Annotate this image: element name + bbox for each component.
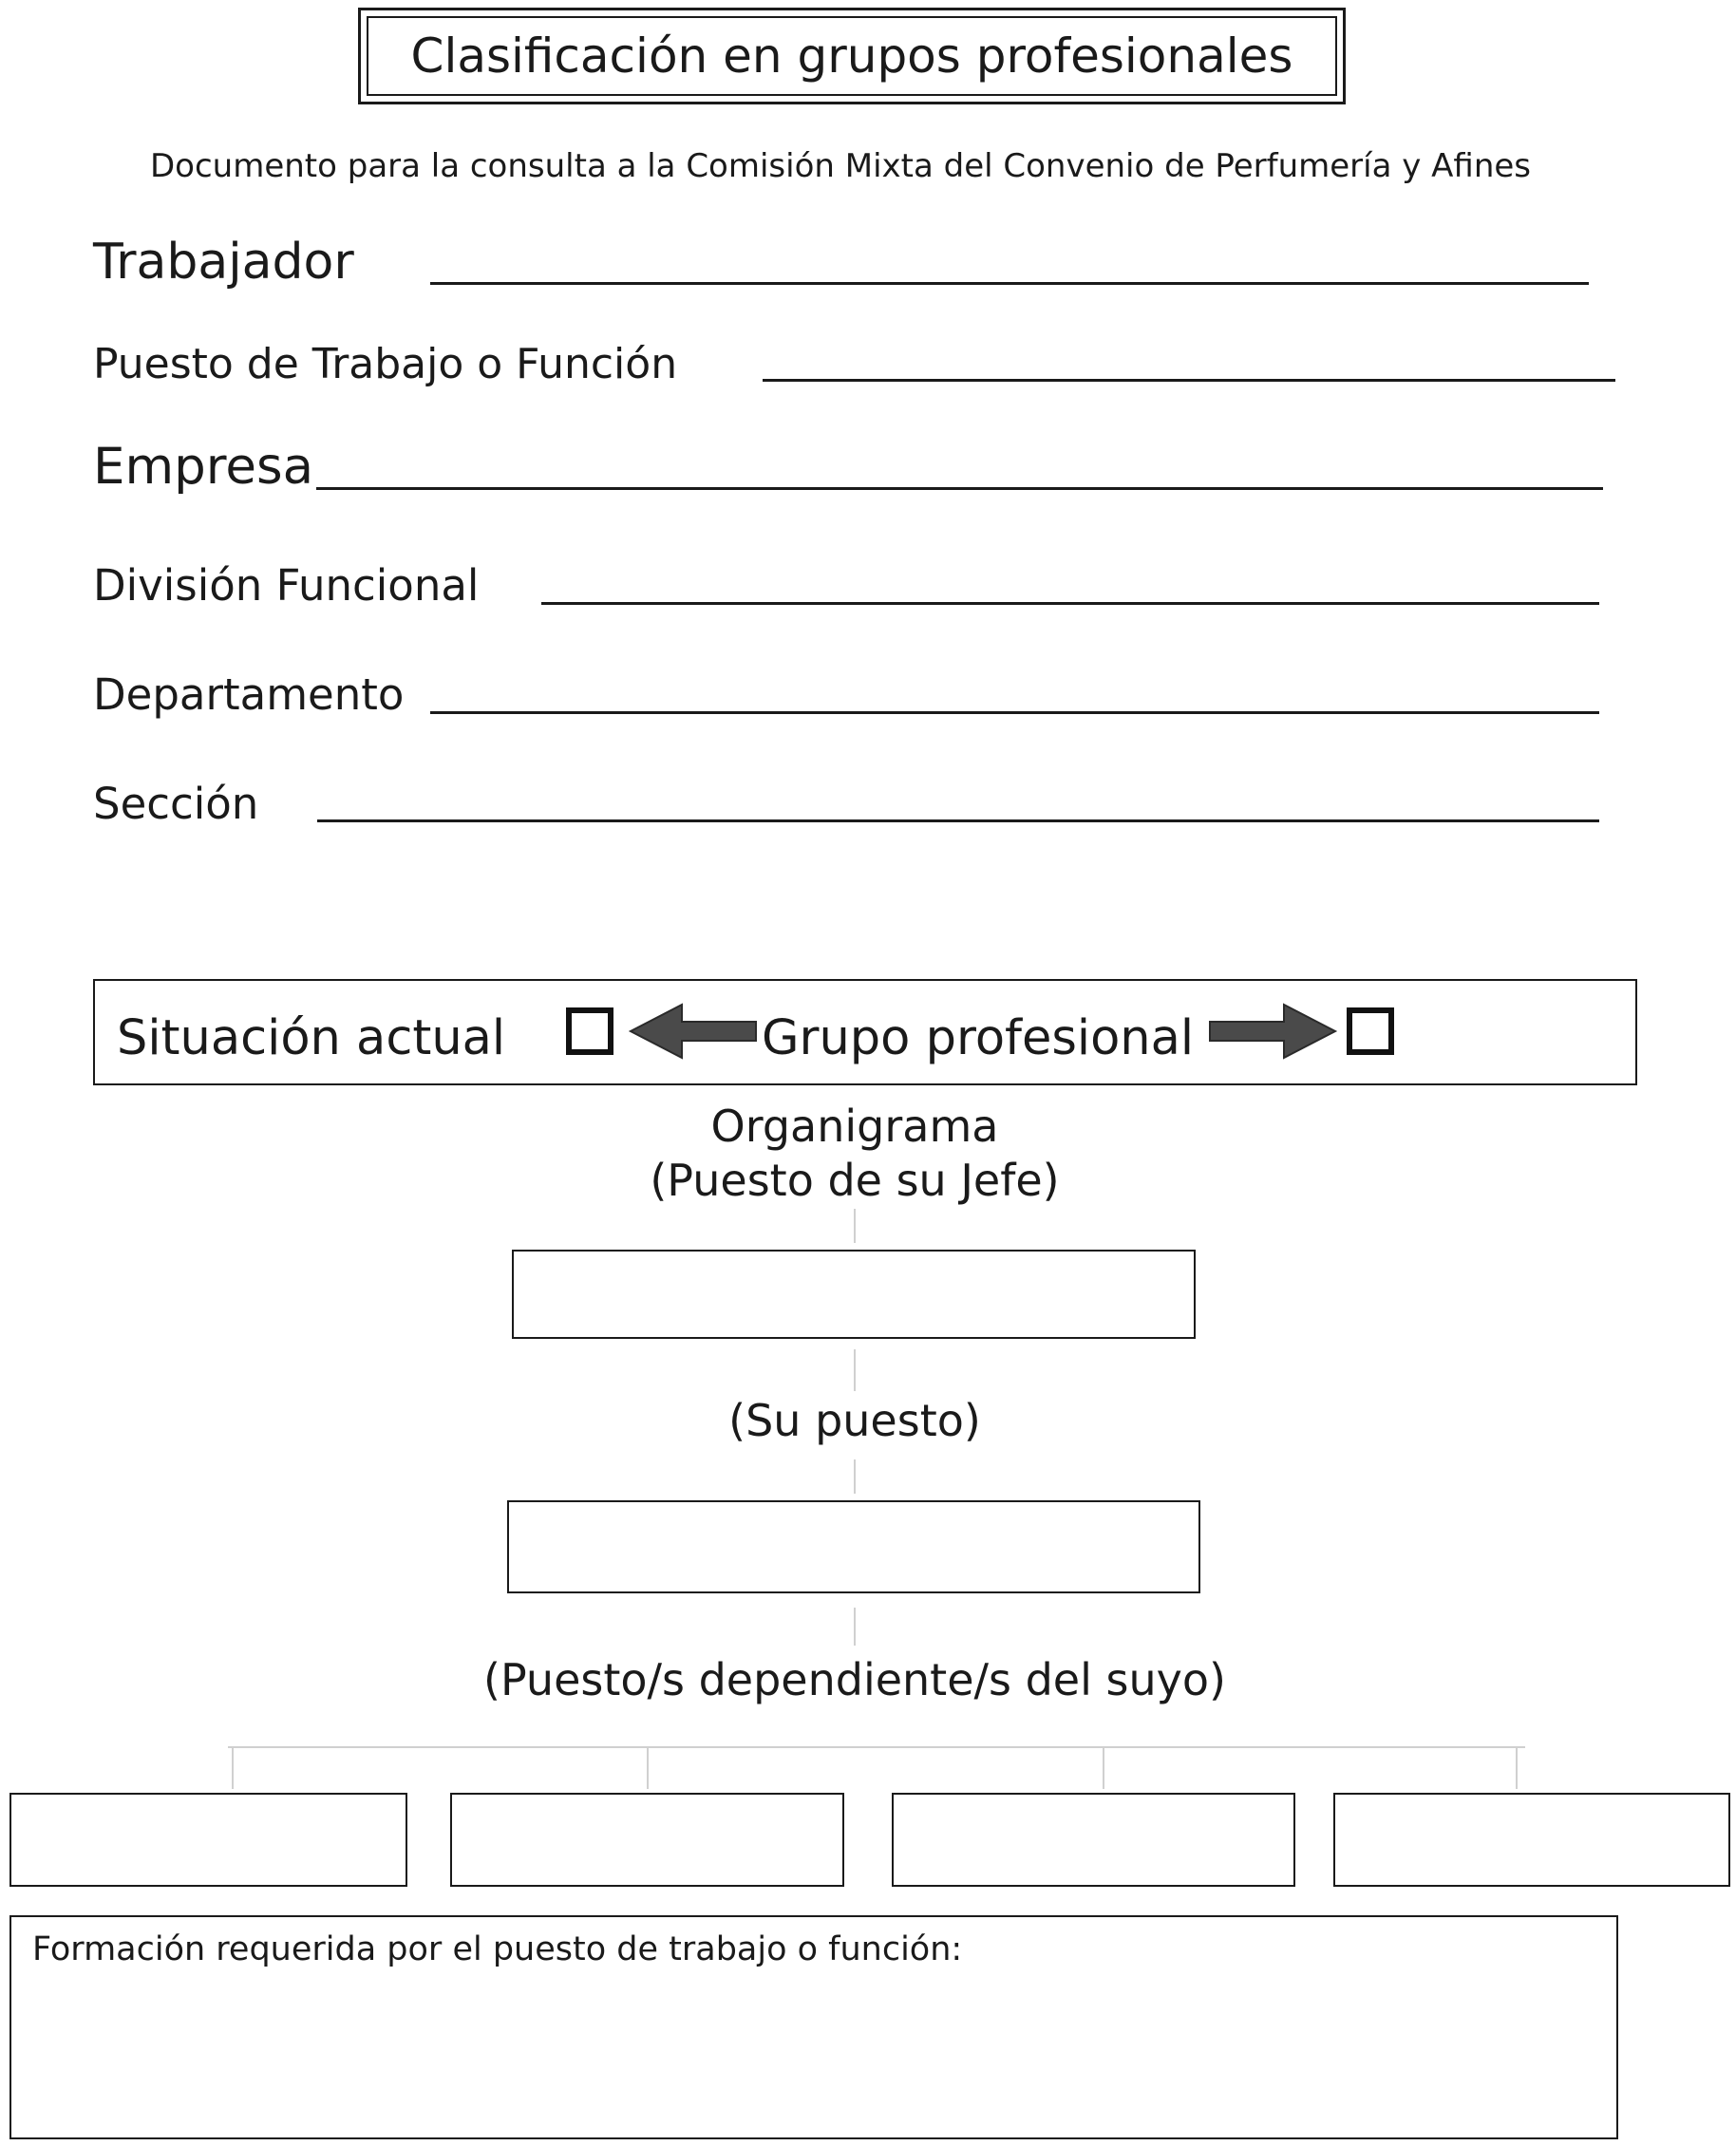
situacion-actual-checkbox[interactable] — [566, 1007, 613, 1055]
division-label: División Funcional — [93, 560, 480, 611]
grupo-profesional-checkbox[interactable] — [1347, 1007, 1394, 1055]
connector-line — [854, 1349, 856, 1391]
dependiente-box-1[interactable] — [9, 1793, 407, 1887]
dependientes-label: (Puesto/s dependiente/s del suyo) — [483, 1654, 1226, 1705]
arrow-left-icon — [627, 1001, 760, 1062]
connector-line — [1516, 1747, 1518, 1789]
division-field[interactable] — [541, 602, 1599, 605]
puesto-label: Puesto de Trabajo o Función — [93, 340, 678, 388]
jefe-label: (Puesto de su Jefe) — [650, 1155, 1060, 1206]
su-puesto-box[interactable] — [507, 1500, 1200, 1593]
trabajador-field[interactable] — [430, 282, 1589, 285]
connector-line — [647, 1747, 649, 1789]
document-title: Clasificación en grupos profesionales — [367, 16, 1337, 96]
dependiente-box-3[interactable] — [892, 1793, 1295, 1887]
su-puesto-label: (Su puesto) — [728, 1395, 981, 1446]
organigrama-title: Organigrama — [710, 1101, 999, 1152]
title-box — [358, 8, 1346, 104]
document-subtitle: Documento para la consulta a la Comisión Mixta del Convenio de Perfumería y Afines — [149, 147, 1532, 185]
seccion-label: Sección — [93, 779, 259, 829]
jefe-box[interactable] — [512, 1250, 1196, 1339]
arrow-right-icon — [1206, 1001, 1339, 1062]
branch-line — [228, 1746, 1525, 1748]
grupo-profesional-label: Grupo profesional — [762, 1010, 1195, 1066]
puesto-field[interactable] — [763, 379, 1615, 382]
dependiente-box-2[interactable] — [450, 1793, 844, 1887]
connector-line — [854, 1608, 856, 1646]
connector-line — [1103, 1747, 1104, 1789]
seccion-field[interactable] — [317, 819, 1599, 822]
connector-line — [854, 1459, 856, 1494]
empresa-field[interactable] — [316, 487, 1603, 490]
empresa-label: Empresa — [93, 438, 314, 496]
departamento-label: Departamento — [93, 669, 405, 720]
trabajador-label: Trabajador — [93, 234, 354, 291]
departamento-field[interactable] — [430, 711, 1599, 714]
connector-line — [232, 1747, 234, 1789]
situacion-actual-label: Situación actual — [117, 1010, 506, 1066]
connector-line — [854, 1209, 856, 1243]
formacion-label: Formación requerida por el puesto de trabajo o función: — [32, 1930, 963, 1968]
dependiente-box-4[interactable] — [1333, 1793, 1730, 1887]
